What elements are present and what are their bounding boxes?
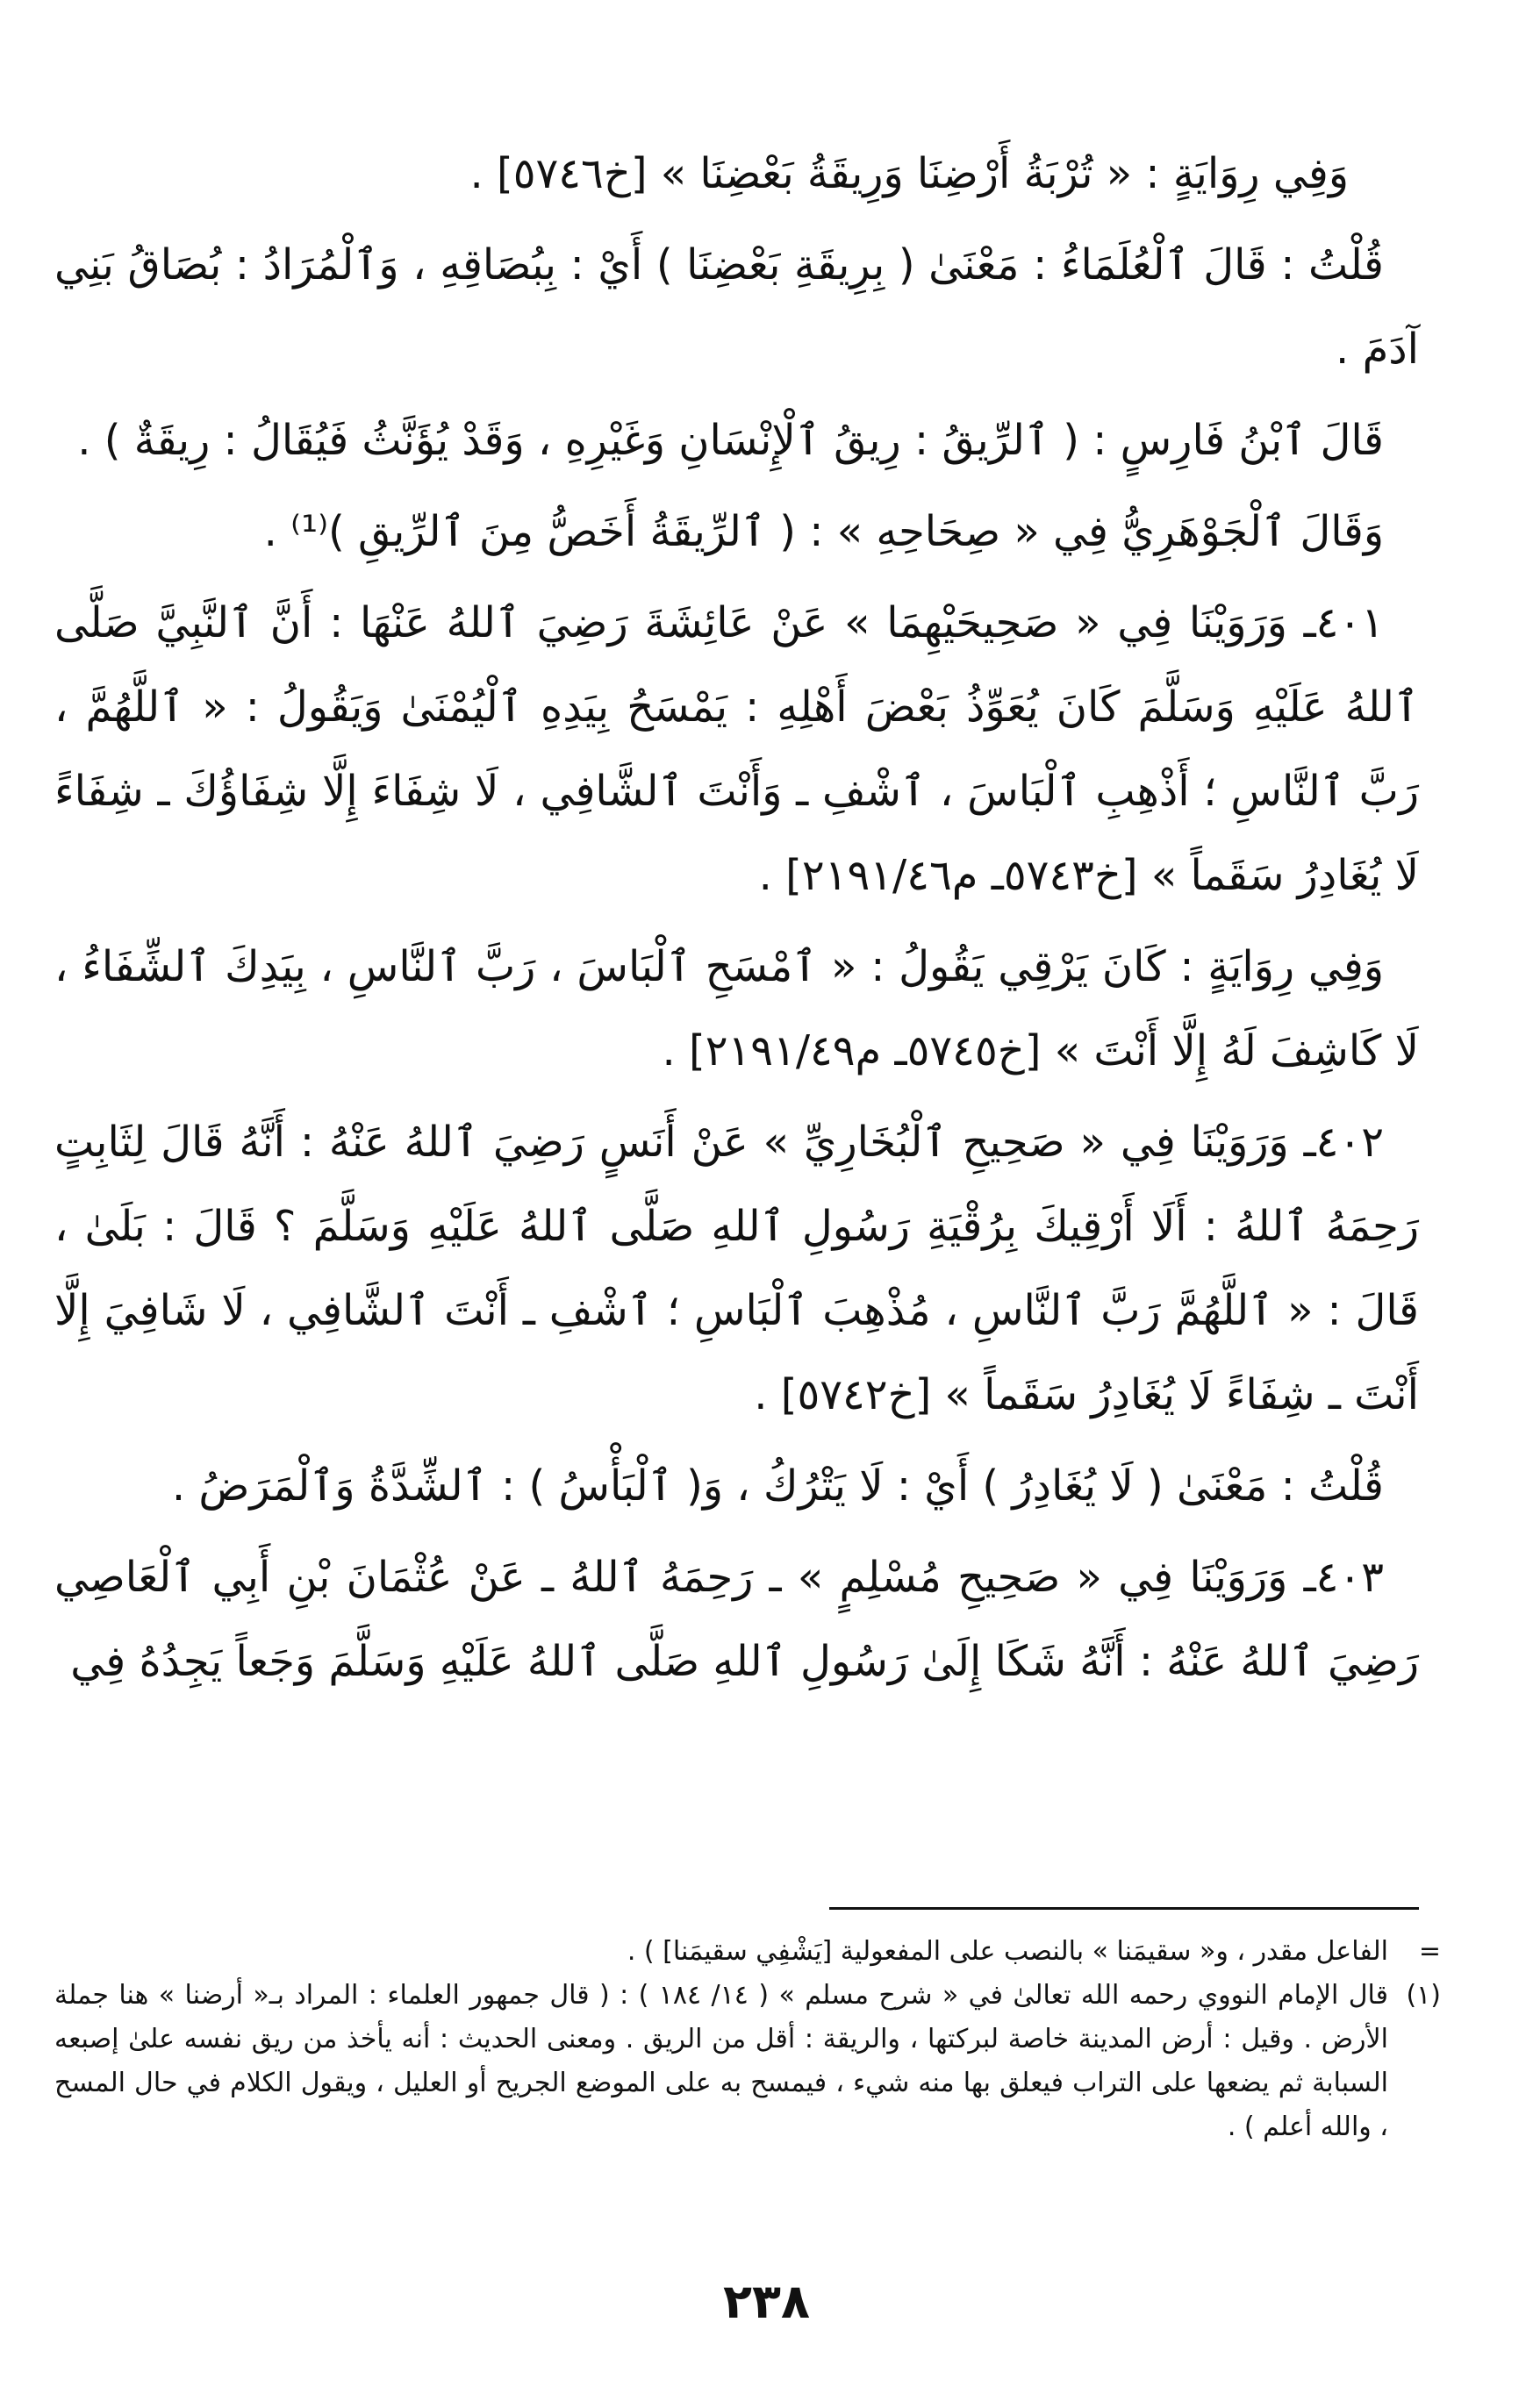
footnote-text: قال الإمام النووي رحمه الله تعالىٰ في « شرح مسلم » ( ١٤/ ١٨٤ ) : ( قال جمهور العلماء : المراد بـ« أرضنا » هنا جملة الأرض . وقيل : أرض المدينة خاصة لبركتها ، والريقة : أقل من الريق . ومعنى الحديث : أنه يأخذ من ريق نفسه علىٰ إصبعه السبابة ثم يضعها على التراب فيعلق بها منه شيء ، فيمسح به على الموضع الجريح أو العليل ، ويقول الكلام في حال المسح ، والله أعلم ) . bbox=[54, 1980, 1388, 2142]
footnote-marker: = bbox=[1418, 1936, 1441, 1967]
footnote-1 bbox=[54, 1974, 1441, 2149]
footnote-text: الفاعل مقدر ، و« سقيمَنا » بالنصب على المفعولية [يَشْفِي سقيمَنا] ) . bbox=[627, 1936, 1388, 1967]
paragraph-narration-variant: وَفِي رِوَايَةٍ : « تُرْبَةُ أَرْضِنَا وَرِيقَةُ بَعْضِنَا » [خ٥٧٤٦] . bbox=[469, 149, 1349, 198]
paragraph-ibn-faris: قَالَ ٱبْنُ فَارِسٍ : ( ٱلرِّيقُ : رِيقُ ٱلْإِنْسَانِ وَغَيْرِهِ ، وَقَدْ يُؤَنَّثُ فَيُقَالُ : رِيقَةٌ ) . bbox=[77, 416, 1384, 465]
page-number: ٢٣٨ bbox=[723, 2274, 810, 2329]
footnote-continuation bbox=[54, 1930, 1441, 1974]
hadith-402: ٤٠٢ـ وَرَوَيْنَا فِي « صَحِيحِ ٱلْبُخَارِيِّ » عَنْ أَنَسٍ رَضِيَ ٱللهُ عَنْهُ : أَنَّهُ قَالَ لِثَابِتٍ رَحِمَهُ ٱللهُ : أَلَا أَرْقِيكَ بِرُقْيَةِ رَسُولِ ٱللهِ صَلَّى ٱللهُ عَلَيْهِ وَسَلَّمَ ؟ قَالَ : بَلَىٰ ، قَالَ : « ٱللَّهُمَّ رَبَّ ٱلنَّاسِ ، مُذْهِبَ ٱلْبَاسِ ؛ ٱشْفِ ـ أَنْتَ ٱلشَّافِي ، لَا شَافِيَ إِلَّا أَنْتَ ـ شِفَاءً لَا يُغَادِرُ سَقَماً » [خ٥٧٤٢] . bbox=[54, 1118, 1419, 1419]
main-text bbox=[54, 132, 1419, 1711]
hadith-403: ٤٠٣ـ وَرَوَيْنَا فِي « صَحِيحِ مُسْلِمٍ » ـ رَحِمَهُ ٱللهُ ـ عَنْ عُثْمَانَ بْنِ أَبِي ٱلْعَاصِي رَضِيَ ٱللهُ عَنْهُ : أَنَّهُ شَكَا إِلَىٰ رَسُولِ ٱللهِ صَلَّى ٱللهُ عَلَيْهِ وَسَلَّمَ وَجَعاً يَجِدُهُ فِي bbox=[54, 1553, 1419, 1686]
footnote-separator bbox=[829, 1907, 1419, 1910]
paragraph-author-note-saliva: قُلْتُ : قَالَ ٱلْعُلَمَاءُ : مَعْنَىٰ ( بِرِيقَةِ بَعْضِنَا ) أَيْ : بِبُصَاقِهِ ، وَٱلْمُرَادُ : بُصَاقُ بَنِي آدَمَ . bbox=[54, 240, 1419, 374]
paragraph-author-note-meaning: قُلْتُ : مَعْنَىٰ ( لَا يُغَادِرُ ) أَيْ : لَا يَتْرُكُ ، وَ( ٱلْبَأْسُ ) : ٱلشِّدَّةُ وَٱلْمَرَضُ . bbox=[171, 1461, 1384, 1511]
hadith-401: ٤٠١ـ وَرَوَيْنَا فِي « صَحِيحَيْهِمَا » عَنْ عَائِشَةَ رَضِيَ ٱللهُ عَنْهَا : أَنَّ ٱلنَّبِيَّ صَلَّى ٱللهُ عَلَيْهِ وَسَلَّمَ كَانَ يُعَوِّذُ بَعْضَ أَهْلِهِ : يَمْسَحُ بِيَدِهِ ٱلْيُمْنَىٰ وَيَقُولُ : « ٱللَّهُمَّ ، رَبَّ ٱلنَّاسِ ؛ أَذْهِبِ ٱلْبَاسَ ، ٱشْفِ ـ وَأَنْتَ ٱلشَّافِي ، لَا شِفَاءَ إِلَّا شِفَاؤُكَ ـ شِفَاءً لَا يُغَادِرُ سَقَماً » [خ٥٧٤٣ـ م٢١٩١/٤٦] . bbox=[54, 598, 1419, 900]
paragraph-jawhari: وَقَالَ ٱلْجَوْهَرِيُّ فِي « صِحَاحِهِ » : ( ٱلرِّيقَةُ أَخَصُّ مِنَ ٱلرِّيقِ )⁽¹⁾ . bbox=[263, 507, 1384, 556]
footnote-marker: (١) bbox=[1406, 1980, 1441, 2011]
paragraph-ruqya-variant: وَفِي رِوَايَةٍ : كَانَ يَرْقِي يَقُولُ : « ٱمْسَحِ ٱلْبَاسَ ، رَبَّ ٱلنَّاسِ ، بِيَدِكَ ٱلشِّفَاءُ ، لَا كَاشِفَ لَهُ إِلَّا أَنْتَ » [خ٥٧٤٥ـ م٢١٩١/٤٩] . bbox=[54, 942, 1419, 1075]
footnotes bbox=[54, 1930, 1441, 2149]
